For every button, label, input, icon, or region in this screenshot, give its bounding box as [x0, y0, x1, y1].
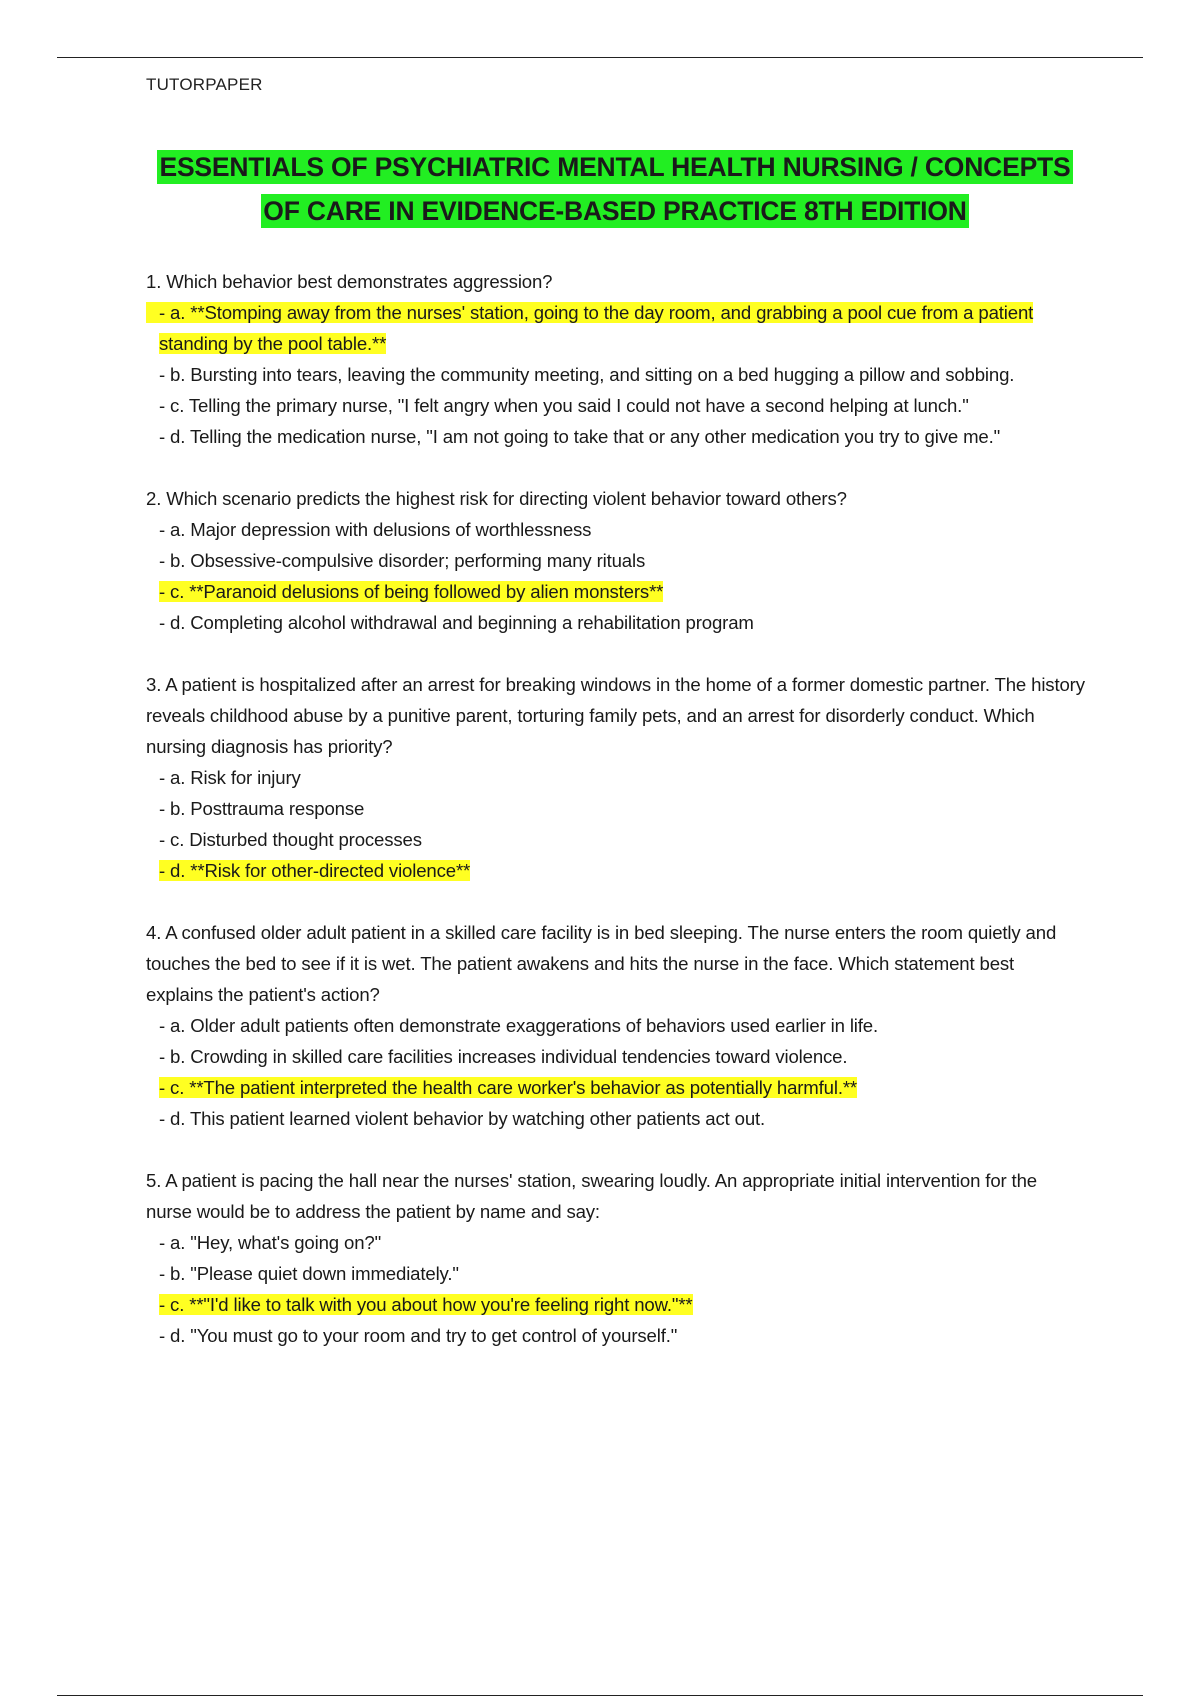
- answer-option: [146, 793, 1086, 824]
- answer-option: [146, 390, 1086, 421]
- answer-option-text: - b. Obsessive-compulsive disorder; performing many rituals: [159, 550, 646, 571]
- top-rule: [57, 57, 1143, 58]
- answer-option-text: - b. Bursting into tears, leaving the community meeting, and sitting on a bed hugging a pillow and sobbing.: [159, 364, 1015, 385]
- question-5: [146, 1165, 1086, 1351]
- question-stem: 3. A patient is hospitalized after an arrest for breaking windows in the home of a former domestic partner. The history reveals childhood abuse by a punitive parent, torturing family pets, and an arrest for disorderly conduct. Which nursing diagnosis has priority?: [146, 674, 1085, 757]
- answer-option: [146, 421, 1086, 452]
- answer-option: [146, 1320, 1086, 1351]
- question-stem: 1. Which behavior best demonstrates aggression?: [146, 271, 553, 292]
- answer-option-text: - c. **"I'd like to talk with you about how you're feeling right now."**: [159, 1294, 693, 1315]
- answer-option-correct: [146, 297, 1086, 359]
- answer-option-text: - b. Crowding in skilled care facilities increases individual tendencies toward violence.: [159, 1046, 848, 1067]
- answer-option-text: - d. This patient learned violent behavior by watching other patients act out.: [159, 1108, 766, 1129]
- answer-option: [146, 359, 1086, 390]
- answer-option-text: - a. Risk for injury: [159, 767, 301, 788]
- answer-option-text: - a. "Hey, what's going on?": [159, 1232, 382, 1253]
- page-header: TUTORPAPER: [146, 75, 263, 94]
- answer-option: [146, 1041, 1086, 1072]
- answer-option-text: - a. **Stomping away from the nurses' station, going to the day room, and grabbing a pool cue from a patient standing by the pool table.**: [146, 302, 1033, 354]
- answer-option-text: - c. **The patient interpreted the health care worker's behavior as potentially harmful.**: [159, 1077, 858, 1098]
- answer-option-correct: [146, 576, 1086, 607]
- question-stem: 4. A confused older adult patient in a skilled care facility is in bed sleeping. The nurse enters the room quietly and touches the bed to see if it is wet. The patient awakens and hits the nurse in the face. Which statement best explains the patient's action?: [146, 922, 1057, 1005]
- question-2: [146, 483, 1086, 638]
- bottom-rule: [57, 1695, 1143, 1696]
- answer-option-text: - c. **Paranoid delusions of being followed by alien monsters**: [159, 581, 664, 602]
- question-stem: 5. A patient is pacing the hall near the nurses' station, swearing loudly. An appropriate initial intervention for the nurse would be to address the patient by name and say:: [146, 1170, 1037, 1222]
- answer-option-text: - d. **Risk for other-directed violence**: [159, 860, 471, 881]
- answer-option-text: - b. "Please quiet down immediately.": [159, 1263, 459, 1284]
- answer-option-correct: [146, 1072, 1086, 1103]
- answer-option-text: - a. Older adult patients often demonstrate exaggerations of behaviors used earlier in life.: [159, 1015, 879, 1036]
- answer-option: [146, 824, 1086, 855]
- answer-option-correct: [146, 855, 1086, 886]
- answer-option-text: - d. Telling the medication nurse, "I am not going to take that or any other medication you try to give me.": [159, 426, 1001, 447]
- answer-option: [146, 762, 1086, 793]
- answer-option-text: - c. Telling the primary nurse, "I felt angry when you said I could not have a second helping at lunch.": [159, 395, 969, 416]
- answer-option: [146, 1227, 1086, 1258]
- question-3: [146, 669, 1086, 886]
- answer-option: [146, 545, 1086, 576]
- answer-option: [146, 514, 1086, 545]
- question-1: [146, 266, 1086, 452]
- answer-option: [146, 607, 1086, 638]
- answer-option-text: - d. Completing alcohol withdrawal and beginning a rehabilitation program: [159, 612, 754, 633]
- answer-option: [146, 1010, 1086, 1041]
- answer-option-text: - d. "You must go to your room and try to get control of yourself.": [159, 1325, 678, 1346]
- answer-option-text: - a. Major depression with delusions of worthlessness: [159, 519, 592, 540]
- document-title: [150, 145, 1080, 233]
- question-4: [146, 917, 1086, 1134]
- answer-option-text: - b. Posttrauma response: [159, 798, 365, 819]
- title-line-2: OF CARE IN EVIDENCE-BASED PRACTICE 8TH EDITION: [263, 196, 967, 226]
- question-stem: 2. Which scenario predicts the highest risk for directing violent behavior toward others?: [146, 488, 847, 509]
- question-list: [146, 266, 1086, 1382]
- answer-option-correct: [146, 1289, 1086, 1320]
- answer-option: [146, 1258, 1086, 1289]
- answer-option-text: - c. Disturbed thought processes: [159, 829, 422, 850]
- answer-option: [146, 1103, 1086, 1134]
- title-line-1: ESSENTIALS OF PSYCHIATRIC MENTAL HEALTH NURSING / CONCEPTS: [159, 152, 1071, 182]
